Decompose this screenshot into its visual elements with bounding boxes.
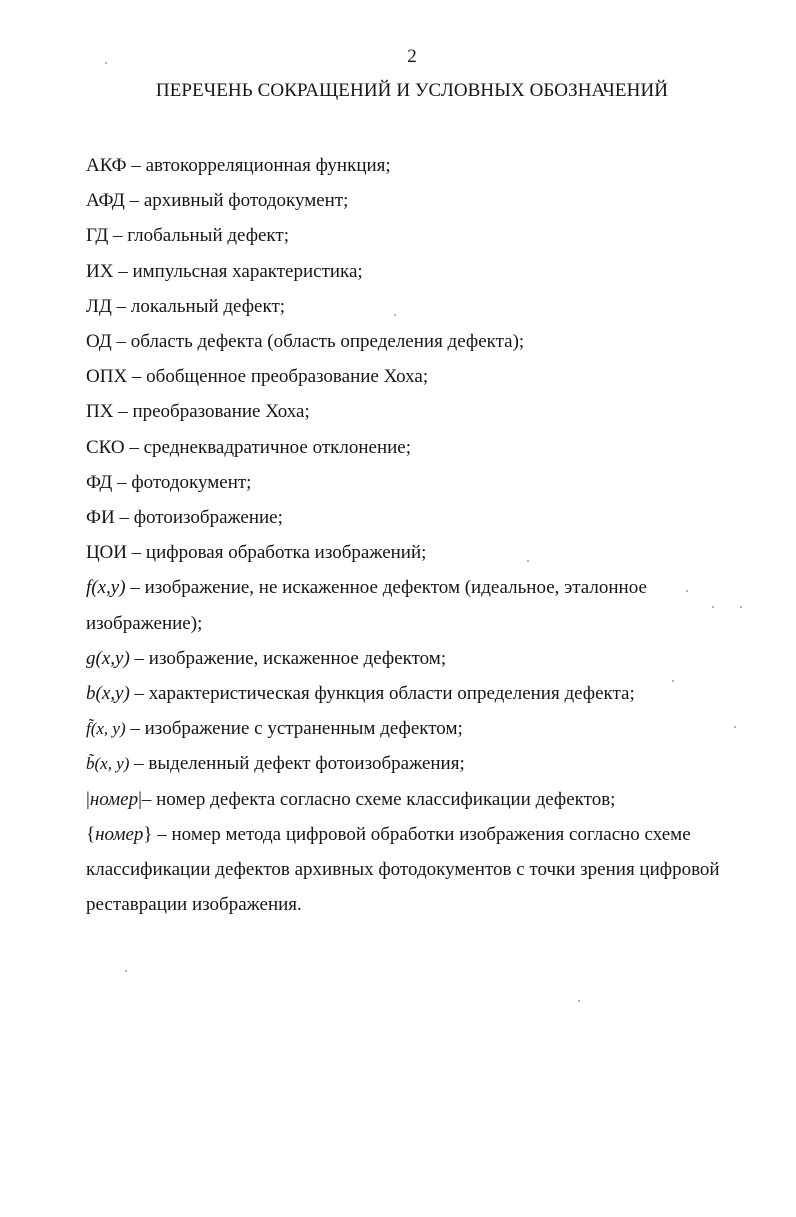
symbol-term: f̃(x, y) bbox=[86, 719, 126, 739]
scan-speck bbox=[394, 314, 396, 316]
abbreviation-term: СКО bbox=[86, 436, 125, 458]
abbreviation-description: глобальный дефект; bbox=[127, 225, 289, 247]
list-item: ОД – область дефекта (область определения дефекта); bbox=[86, 331, 525, 353]
abbreviation-term: ГД bbox=[86, 225, 109, 247]
symbol-description: выделенный дефект фотоизображения; bbox=[148, 753, 465, 775]
abbreviation-term: ФД bbox=[86, 471, 113, 493]
abbreviation-description: автокорреляционная функция; bbox=[145, 155, 391, 176]
abbreviation-description: фотоизображение; bbox=[133, 507, 283, 529]
symbol-term: |номер| bbox=[86, 788, 142, 810]
scan-speck bbox=[740, 606, 742, 608]
list-item: ПХ – преобразование Хоха; bbox=[86, 401, 310, 423]
list-item: ЛД – локальный дефект; bbox=[86, 295, 286, 317]
abbreviation-description: фотодокумент; bbox=[131, 471, 252, 493]
symbol-description: характеристическая функция области определения дефекта; bbox=[148, 683, 635, 705]
symbol-description: номер метода цифровой обработки изображения согласно схеме классификации дефектов архивных фотодокументов с точки зрения цифровой реставрации изображения. bbox=[86, 823, 720, 916]
abbreviation-description: цифровая обработка изображений; bbox=[145, 542, 427, 564]
abbreviation-description: среднеквадратичное отклонение; bbox=[143, 436, 411, 458]
abbreviation-term: ПХ bbox=[86, 401, 114, 423]
list-item: АФД – архивный фотодокумент; bbox=[86, 190, 349, 212]
scan-speck bbox=[105, 62, 107, 64]
abbreviation-description: область дефекта (область определения дефекта); bbox=[130, 331, 525, 353]
symbol-description: изображение, искаженное дефектом; bbox=[148, 647, 447, 669]
abbreviation-term: ОД bbox=[86, 331, 112, 353]
scan-speck bbox=[527, 560, 529, 562]
symbol-term: g(x,y) bbox=[86, 647, 130, 669]
symbol-term: b(x,y) bbox=[86, 683, 130, 705]
list-item: f(x,y) – изображение, не искаженное дефектом (идеальное, эталонное изображение); bbox=[86, 577, 647, 634]
abbreviation-description: импульсная характеристика; bbox=[132, 260, 363, 282]
list-item: ЦОИ – цифровая обработка изображений; bbox=[86, 542, 427, 564]
scan-speck bbox=[125, 970, 127, 972]
abbreviation-term: ФИ bbox=[86, 507, 115, 529]
abbreviation-description: обобщенное преобразование Хоха; bbox=[146, 366, 429, 388]
symbol-term: b̃(x, y) bbox=[86, 754, 130, 774]
list-item: ОПХ – обобщенное преобразование Хоха; bbox=[86, 366, 429, 388]
list-item: СКО – среднеквадратичное отклонение; bbox=[86, 436, 411, 458]
abbreviation-term: АФД bbox=[86, 190, 125, 212]
page-number: 2 bbox=[407, 46, 417, 67]
list-item: АКФ – автокорреляционная функция; bbox=[86, 155, 391, 176]
list-item: ИХ – импульсная характеристика; bbox=[86, 260, 363, 282]
list-item: {номер} – номер метода цифровой обработки изображения согласно схеме классификации дефектов архивных фотодокументов с точки зрения цифровой реставрации изображения. bbox=[86, 823, 720, 916]
symbol-description: изображение с устраненным дефектом; bbox=[144, 718, 463, 740]
abbreviation-description: локальный дефект; bbox=[130, 295, 286, 317]
abbreviation-term: ЛД bbox=[86, 295, 112, 317]
symbol-description: номер дефекта согласно схеме классификации дефектов; bbox=[156, 788, 616, 810]
symbol-description: изображение, не искаженное дефектом (идеальное, эталонное изображение); bbox=[86, 577, 647, 634]
abbreviation-list bbox=[86, 148, 736, 922]
list-item: b̃(x, y) – выделенный дефект фотоизображения; bbox=[86, 753, 465, 775]
symbol-term: f(x,y) bbox=[86, 577, 126, 599]
abbreviation-description: архивный фотодокумент; bbox=[143, 190, 349, 212]
list-item: |номер|– номер дефекта согласно схеме классификации дефектов; bbox=[86, 788, 616, 810]
symbol-term: {номер} bbox=[86, 823, 153, 845]
scan-speck bbox=[672, 680, 674, 682]
list-item: b(x,y) – характеристическая функция области определения дефекта; bbox=[86, 683, 635, 705]
abbreviation-description: преобразование Хоха; bbox=[132, 401, 310, 423]
list-item: ФИ – фотоизображение; bbox=[86, 507, 283, 529]
page-title: ПЕРЕЧЕНЬ СОКРАЩЕНИЙ И УСЛОВНЫХ ОБОЗНАЧЕНИЙ bbox=[155, 80, 669, 101]
abbreviation-term: ЦОИ bbox=[86, 542, 127, 564]
list-item: f̃(x, y) – изображение с устраненным дефектом; bbox=[86, 718, 463, 740]
scan-speck bbox=[712, 606, 714, 608]
abbreviation-term: ОПХ bbox=[86, 366, 128, 388]
abbreviation-term: АКФ bbox=[86, 155, 127, 176]
abbreviation-term: ИХ bbox=[86, 260, 114, 282]
list-item: ФД – фотодокумент; bbox=[86, 471, 252, 493]
list-item: g(x,y) – изображение, искаженное дефектом; bbox=[86, 647, 447, 669]
scan-speck bbox=[734, 726, 736, 728]
scan-speck bbox=[578, 1000, 580, 1002]
list-item: ГД – глобальный дефект; bbox=[86, 225, 289, 247]
scan-speck bbox=[686, 590, 688, 592]
